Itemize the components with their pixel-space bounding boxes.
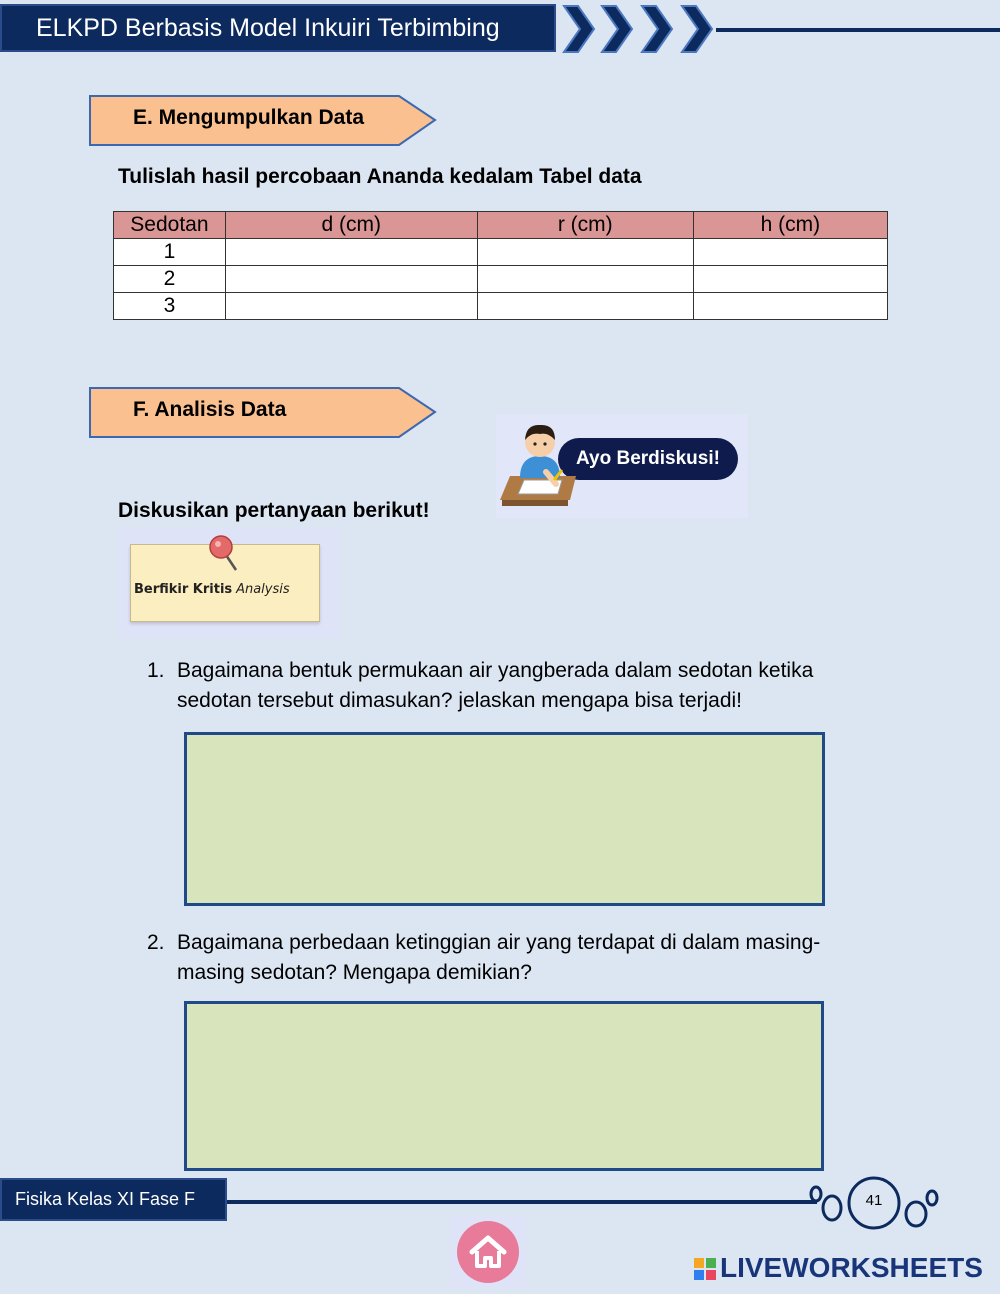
pushpin-icon [206,534,240,574]
brand-name: LIVEWORKSHEETS [720,1252,983,1283]
cell-input-d[interactable] [225,293,477,320]
question-text-line-2: masing sedotan? Mengapa demikian? [177,961,532,984]
question-text-line-1: Bagaimana bentuk permukaan air yangberada dalam sedotan ketika [177,659,814,682]
table-header-row [114,212,888,239]
data-table [113,211,888,320]
liveworksheets-brand [694,1250,994,1286]
cell-input-r[interactable] [477,239,693,266]
table-row [114,266,888,293]
col-header-diameter: d (cm) [225,212,477,239]
header-rule [716,28,1000,32]
answer-box-1[interactable] [184,732,825,906]
liveworksheets-logo-icon [694,1258,716,1280]
cell-sedotan: 3 [114,293,226,320]
cell-input-d[interactable] [225,239,477,266]
question-number: 2. [147,931,165,954]
section-e-instruction: Tulislah hasil percobaan Ananda kedalam Tabel data [118,165,642,188]
cell-sedotan: 2 [114,266,226,293]
col-header-height: h (cm) [693,212,887,239]
document-header-title: ELKPD Berbasis Model Inkuiri Terbimbing [0,4,556,52]
cell-sedotan: 1 [114,239,226,266]
table-row [114,239,888,266]
question-text-line-1: Bagaimana perbedaan ketinggian air yang terdapat di dalam masing- [177,931,821,954]
col-header-sedotan: Sedotan [114,212,226,239]
cell-input-d[interactable] [225,266,477,293]
card-label [134,580,290,597]
question-text-line-2: sedotan tersebut dimasukan? jelaskan mengapa bisa terjadi! [177,689,743,712]
card-label-italic: Analysis [236,582,290,597]
col-header-radius: r (cm) [477,212,693,239]
home-icon [456,1220,520,1284]
footer-subject: Fisika Kelas XI Fase F [0,1178,227,1221]
table-row [114,293,888,320]
section-e-title: E. Mengumpulkan Data [133,106,365,129]
answer-box-2[interactable] [184,1001,824,1171]
cell-input-r[interactable] [477,266,693,293]
student-writing-icon [496,414,586,518]
discuss-badge [496,414,748,518]
section-f-instruction: Diskusikan pertanyaan berikut! [118,499,430,522]
chevron-arrows-decoration [560,4,720,54]
footer-rule [227,1200,817,1204]
section-f-title: F. Analisis Data [133,398,287,421]
cell-input-h[interactable] [693,266,887,293]
cell-input-h[interactable] [693,239,887,266]
section-e-banner [89,95,439,147]
discuss-badge-label: Ayo Berdiskusi! [558,438,738,480]
cell-input-h[interactable] [693,293,887,320]
page-number: 41 [865,1192,883,1209]
cell-input-r[interactable] [477,293,693,320]
critical-thinking-card [118,528,339,638]
card-label-bold: Berfikir Kritis [134,582,233,597]
section-f-banner [89,387,439,439]
question-2 [147,928,907,988]
question-1 [147,656,907,716]
question-number: 1. [147,659,165,682]
home-button[interactable] [450,1216,526,1288]
